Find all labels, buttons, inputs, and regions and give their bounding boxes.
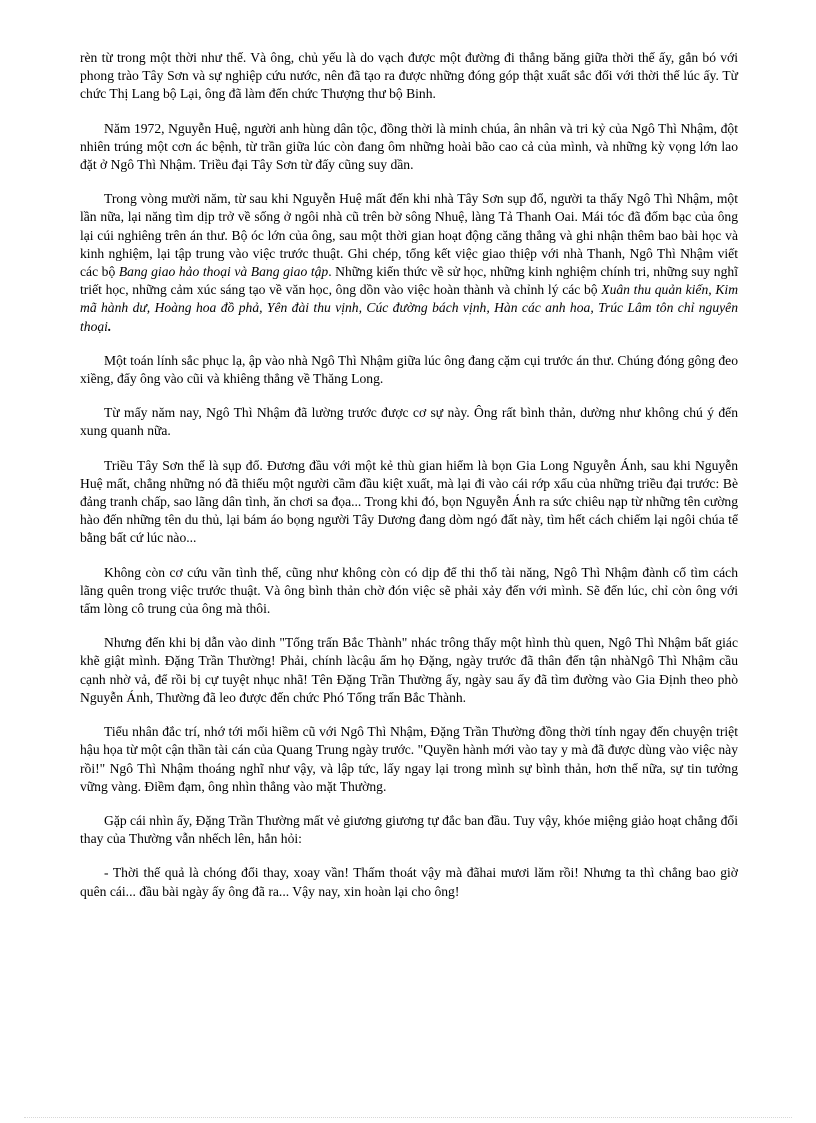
book-titles-list: Xuân thu quản kiến, Kim mã hành dư, Hoàng hoa đồ phả, Yên đài thu vịnh, Cúc đường bách vịnh, Hàn các anh hoa, Trúc Lâm tôn chỉ nguyên thoại — [80, 282, 739, 334]
paragraph-6: Triều Tây Sơn thế là sụp đổ. Đương đầu với một kẻ thù gian hiểm là bọn Gia Long Nguyễn Ánh, sau khi Nguyễn Huệ mất, chẳng những nó đã thiếu một người cầm đầu kiệt xuất, mà lại đi vào cái rớp xấu của những triều đại trước: Bè đảng tranh chấp, sao lãng dân tình, ăn chơi sa đọa... Trong khi đó, bọn Nguyễn Ánh ra sức chiêu nạp từ những tên cường hào đến những tên du thủ, lại bám áo bọng người Tây Dương đang dòm ngó đất này, tìm hết cách chiếm lại ngôi chúa tể bằng bất cứ lúc nào... — [80, 457, 738, 546]
paragraph-4: Một toán lính sắc phục lạ, ập vào nhà Ngô Thì Nhậm giữa lúc ông đang cặm cụi trước án thư. Chúng đóng gông đeo xiềng, đẩy ông vào cũi và khiêng thẳng về Thăng Long. — [80, 352, 738, 387]
paragraph-9: Tiểu nhân đắc trí, nhớ tới mối hiềm cũ với Ngô Thì Nhậm, Đặng Trần Thường đồng thời tính ngay đến chuyện triệt hậu họa từ một cận thần tài cán của Quang Trung ngày trước. "Quyền hành mới vào tay y mà đã được dùng vào việc này rồi!" Ngô Thì Nhậm thoáng nghĩ như vậy, và lập tức, lấy ngay lại trong mình sự bình thản, hơn thế nữa, sự tin tưởng vững vàng. Điềm đạm, ông nhìn thẳng vào mặt Thường. — [80, 724, 738, 794]
paragraph-3-text-b: . Những kiến thức về sử học, những kinh nghiệm chính tri, những suy nghĩ triết học, những cảm xúc sáng tạo về văn học, ông dồn vào việc hoàn thành và chỉnh lý các bộ — [80, 264, 738, 298]
paragraph-1: rèn từ trong một thời như thế. Và ông, chủ yếu là do vạch được một đường đi thẳng băng giữa thời thế ấy, gắn bó với phong trào Tây Sơn và sự nghiệp cứu nước, nên đã tạo ra được những đóng góp thật xuất sắc đối với thời thế lúc ấy. Từ chức Thị Lang bộ Lại, ông đã làm đến chức Thượng thư bộ Binh. — [80, 50, 738, 102]
paragraph-8: Nhưng đến khi bị dẫn vào dinh "Tổng trấn Bắc Thành" nhác trông thấy một hình thù quen, Ngô Thì Nhậm bất giác khẽ giật mình. Đặng Trần Thường! Phải, chính làcậu ấm họ Đặng, ngày trước đã thân đến tận nhàNgô Thì Nhậm cầu cạnh nhờ vả, để rồi bị cự tuyệt nhục nhã! Tên Đặng Trần Thường ấy, ngày sau ấy đã tìm đường vào Gia Định theo phò Nguyễn Ánh, Thường đã leo được đến chức Phó Tổng trấn Bắc Thành. — [80, 635, 738, 705]
paragraph-3-period: . — [107, 318, 112, 334]
paragraph-2: Năm 1972, Nguyễn Huệ, người anh hùng dân tộc, đồng thời là minh chúa, ân nhân và tri kỷ của Ngô Thì Nhậm, đột nhiên trúng một cơn ác bệnh, từ trần giữa lúc còn đang ôm những hoài bão cao cả của mình, và những kỳ vọng lớn lao đặt ở Ngô Thì Nhậm. Triều đại Tây Sơn từ đấy cũng suy dần. — [80, 120, 738, 173]
paragraph-10: Gặp cái nhìn ấy, Đặng Trần Thường mất vẻ giương giương tự đắc ban đầu. Tuy vậy, khóe miệng giảo hoạt chẳng đổi thay của Thường vẫn nhếch lên, hắn hỏi: — [80, 812, 738, 847]
paragraph-3 — [80, 190, 738, 336]
footer-divider — [24, 1117, 792, 1118]
paragraph-11-dialogue: - Thời thế quả là chóng đổi thay, xoay vần! Thấm thoát vậy mà đãhai mươi lăm rồi! Nhưng ta thì chẳng bao giờ quên cái... đầu bài ngày ấy ông đã ra... Vậy nay, xin hoàn lại cho ông! — [80, 865, 738, 899]
paragraph-5: Từ mấy năm nay, Ngô Thì Nhậm đã lường trước được cơ sự này. Ông rất bình thản, dường như không chú ý đến xung quanh nữa. — [80, 405, 738, 439]
book-title-bang-giao: Bang giao hảo thoại và Bang giao tập — [118, 264, 329, 280]
paragraph-3-text-a: Trong vòng mười năm, từ sau khi Nguyễn Huệ mất đến khi nhà Tây Sơn sụp đổ, người ta thấy Ngô Thì Nhậm, một lần nữa, lại năng tìm dịp trở về sống ở ngôi nhà cũ trên bờ sông Nhuệ, làng Tả Thanh Oai. Mái tóc đã đốm bạc của ông lại cúi nghiêng trên án thư. Bộ óc lớn của ông, sau một thời gian hoạt động căng thẳng và ghi nhận thêm bao bài học và kinh nghiệm, lại tập trung vào việc trước thuật. Ghi chép, tổng kết việc giao thiệp với nhà Thanh, Ngô Thì Nhậm viết các bộ — [80, 191, 738, 280]
paragraph-7: Không còn cơ cứu vãn tình thế, cũng như không còn có dịp để thi thố tài năng, Ngô Thì Nhậm đành cố tìm cách lãng quên trong việc trước thuật. Và ông bình thản chờ đón việc sẽ phải xảy đến với mình. Sẽ đến lúc, chỉ còn ông với tấm lòng cô trung của ông mà thôi. — [80, 564, 738, 617]
